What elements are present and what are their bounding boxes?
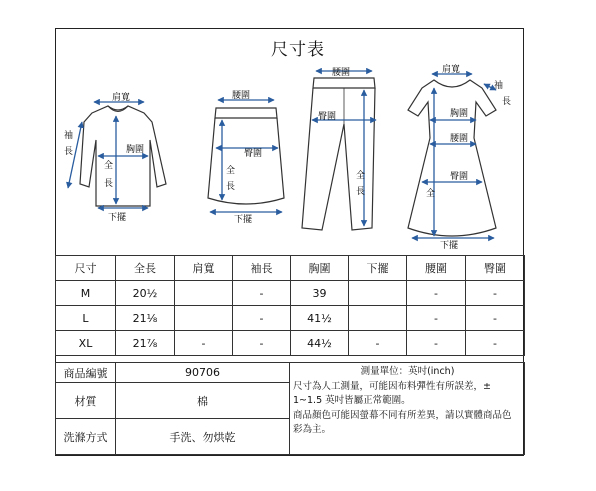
header-hip: 臀圍 — [466, 256, 525, 281]
skirt-waist-label: 腰圍 — [232, 91, 251, 101]
product-code-label: 商品編號 — [56, 363, 116, 383]
header-chest: 胸圍 — [291, 256, 349, 281]
dress-hip-label: 臀圍 — [450, 172, 469, 182]
product-info-table — [55, 362, 525, 455]
dress-length-label-1: 全 — [426, 189, 436, 199]
color-note-1: 商品顏色可能因螢幕不同有所差異，請以實體商品色 — [293, 409, 512, 421]
wash-label: 洗滌方式 — [56, 419, 116, 455]
material-value: 棉 — [116, 383, 290, 419]
sleeve-cell: - — [233, 281, 291, 306]
waist-cell: - — [407, 331, 466, 356]
shoulder-cell: - — [175, 331, 233, 356]
top-length-label-2: 長 — [104, 179, 114, 189]
chest-cell: 39 — [291, 281, 349, 306]
color-note-2: 彩為主。 — [293, 424, 332, 435]
table-row — [56, 331, 525, 356]
size-table-header-row — [56, 256, 525, 281]
pants-hip-label: 臀圍 — [318, 112, 337, 122]
header-waist: 腰圍 — [407, 256, 466, 281]
pants-illustration — [302, 67, 376, 230]
table-row — [56, 281, 525, 306]
product-code-value: 90706 — [116, 363, 290, 383]
sleeve-cell: - — [233, 331, 291, 356]
length-cell: 21⅞ — [116, 331, 175, 356]
hip-cell: - — [466, 306, 525, 331]
measurement-note-2: 1~1.5 英吋皆屬正常範圍。 — [293, 395, 411, 406]
product-code-row — [56, 363, 525, 383]
skirt-illustration — [208, 90, 284, 225]
wash-value: 手洗、勿烘乾 — [116, 419, 290, 455]
chart-title: 尺寸表 — [271, 40, 325, 60]
measurement-note-1: 尺寸為人工測量，可能因布料彈性有所誤差，± — [293, 380, 491, 392]
top-chest-label: 胸圍 — [126, 145, 145, 155]
dress-sleeve-label-1: 袖 — [494, 81, 504, 91]
top-length-label-1: 全 — [104, 161, 114, 171]
pants-length-label-1: 全 — [356, 171, 366, 181]
skirt-hem-label: 下擺 — [234, 215, 253, 225]
skirt-hip-label: 臀圍 — [244, 149, 263, 159]
hip-cell: - — [466, 281, 525, 306]
table-row — [56, 306, 525, 331]
length-cell: 21⅛ — [116, 306, 175, 331]
garment-illustrations — [56, 58, 523, 254]
size-cell: L — [56, 306, 116, 331]
header-sleeve: 袖長 — [233, 256, 291, 281]
top-sleeve-label-2: 長 — [64, 147, 74, 157]
top-sleeve-label-1: 袖 — [64, 131, 74, 141]
dress-chest-label: 胸圍 — [450, 109, 469, 119]
unit-note: 測量單位：英吋(inch) — [360, 366, 455, 377]
dress-shoulder-label: 肩寬 — [442, 65, 461, 75]
chest-cell: 41½ — [291, 306, 349, 331]
header-hem: 下擺 — [349, 256, 407, 281]
hem-cell — [349, 281, 407, 306]
top-shoulder-label: 肩寬 — [112, 93, 131, 103]
waist-cell: - — [407, 281, 466, 306]
material-label: 材質 — [56, 383, 116, 419]
skirt-length-label-2: 長 — [226, 182, 236, 192]
top-illustration — [64, 91, 166, 223]
size-cell: M — [56, 281, 116, 306]
dress-waist-label: 腰圍 — [450, 134, 469, 144]
shoulder-cell — [175, 281, 233, 306]
pants-length-label-2: 長 — [356, 187, 366, 197]
notes-cell — [290, 363, 525, 455]
header-size: 尺寸 — [56, 256, 116, 281]
header-length: 全長 — [116, 256, 175, 281]
size-cell: XL — [56, 331, 116, 356]
dress-illustration — [408, 63, 511, 251]
hip-cell: - — [466, 331, 525, 356]
shoulder-cell — [175, 306, 233, 331]
chest-cell: 44½ — [291, 331, 349, 356]
pants-waist-label: 腰圍 — [332, 68, 351, 78]
top-hem-label: 下擺 — [108, 213, 127, 223]
length-cell: 20½ — [116, 281, 175, 306]
hem-cell: - — [349, 331, 407, 356]
hem-cell — [349, 306, 407, 331]
skirt-length-label-1: 全 — [226, 166, 236, 176]
header-shoulder: 肩寬 — [175, 256, 233, 281]
dress-sleeve-label-2: 長 — [502, 97, 512, 107]
sleeve-cell: - — [233, 306, 291, 331]
size-table — [55, 255, 525, 356]
waist-cell: - — [407, 306, 466, 331]
dress-hem-label: 下擺 — [440, 241, 459, 251]
